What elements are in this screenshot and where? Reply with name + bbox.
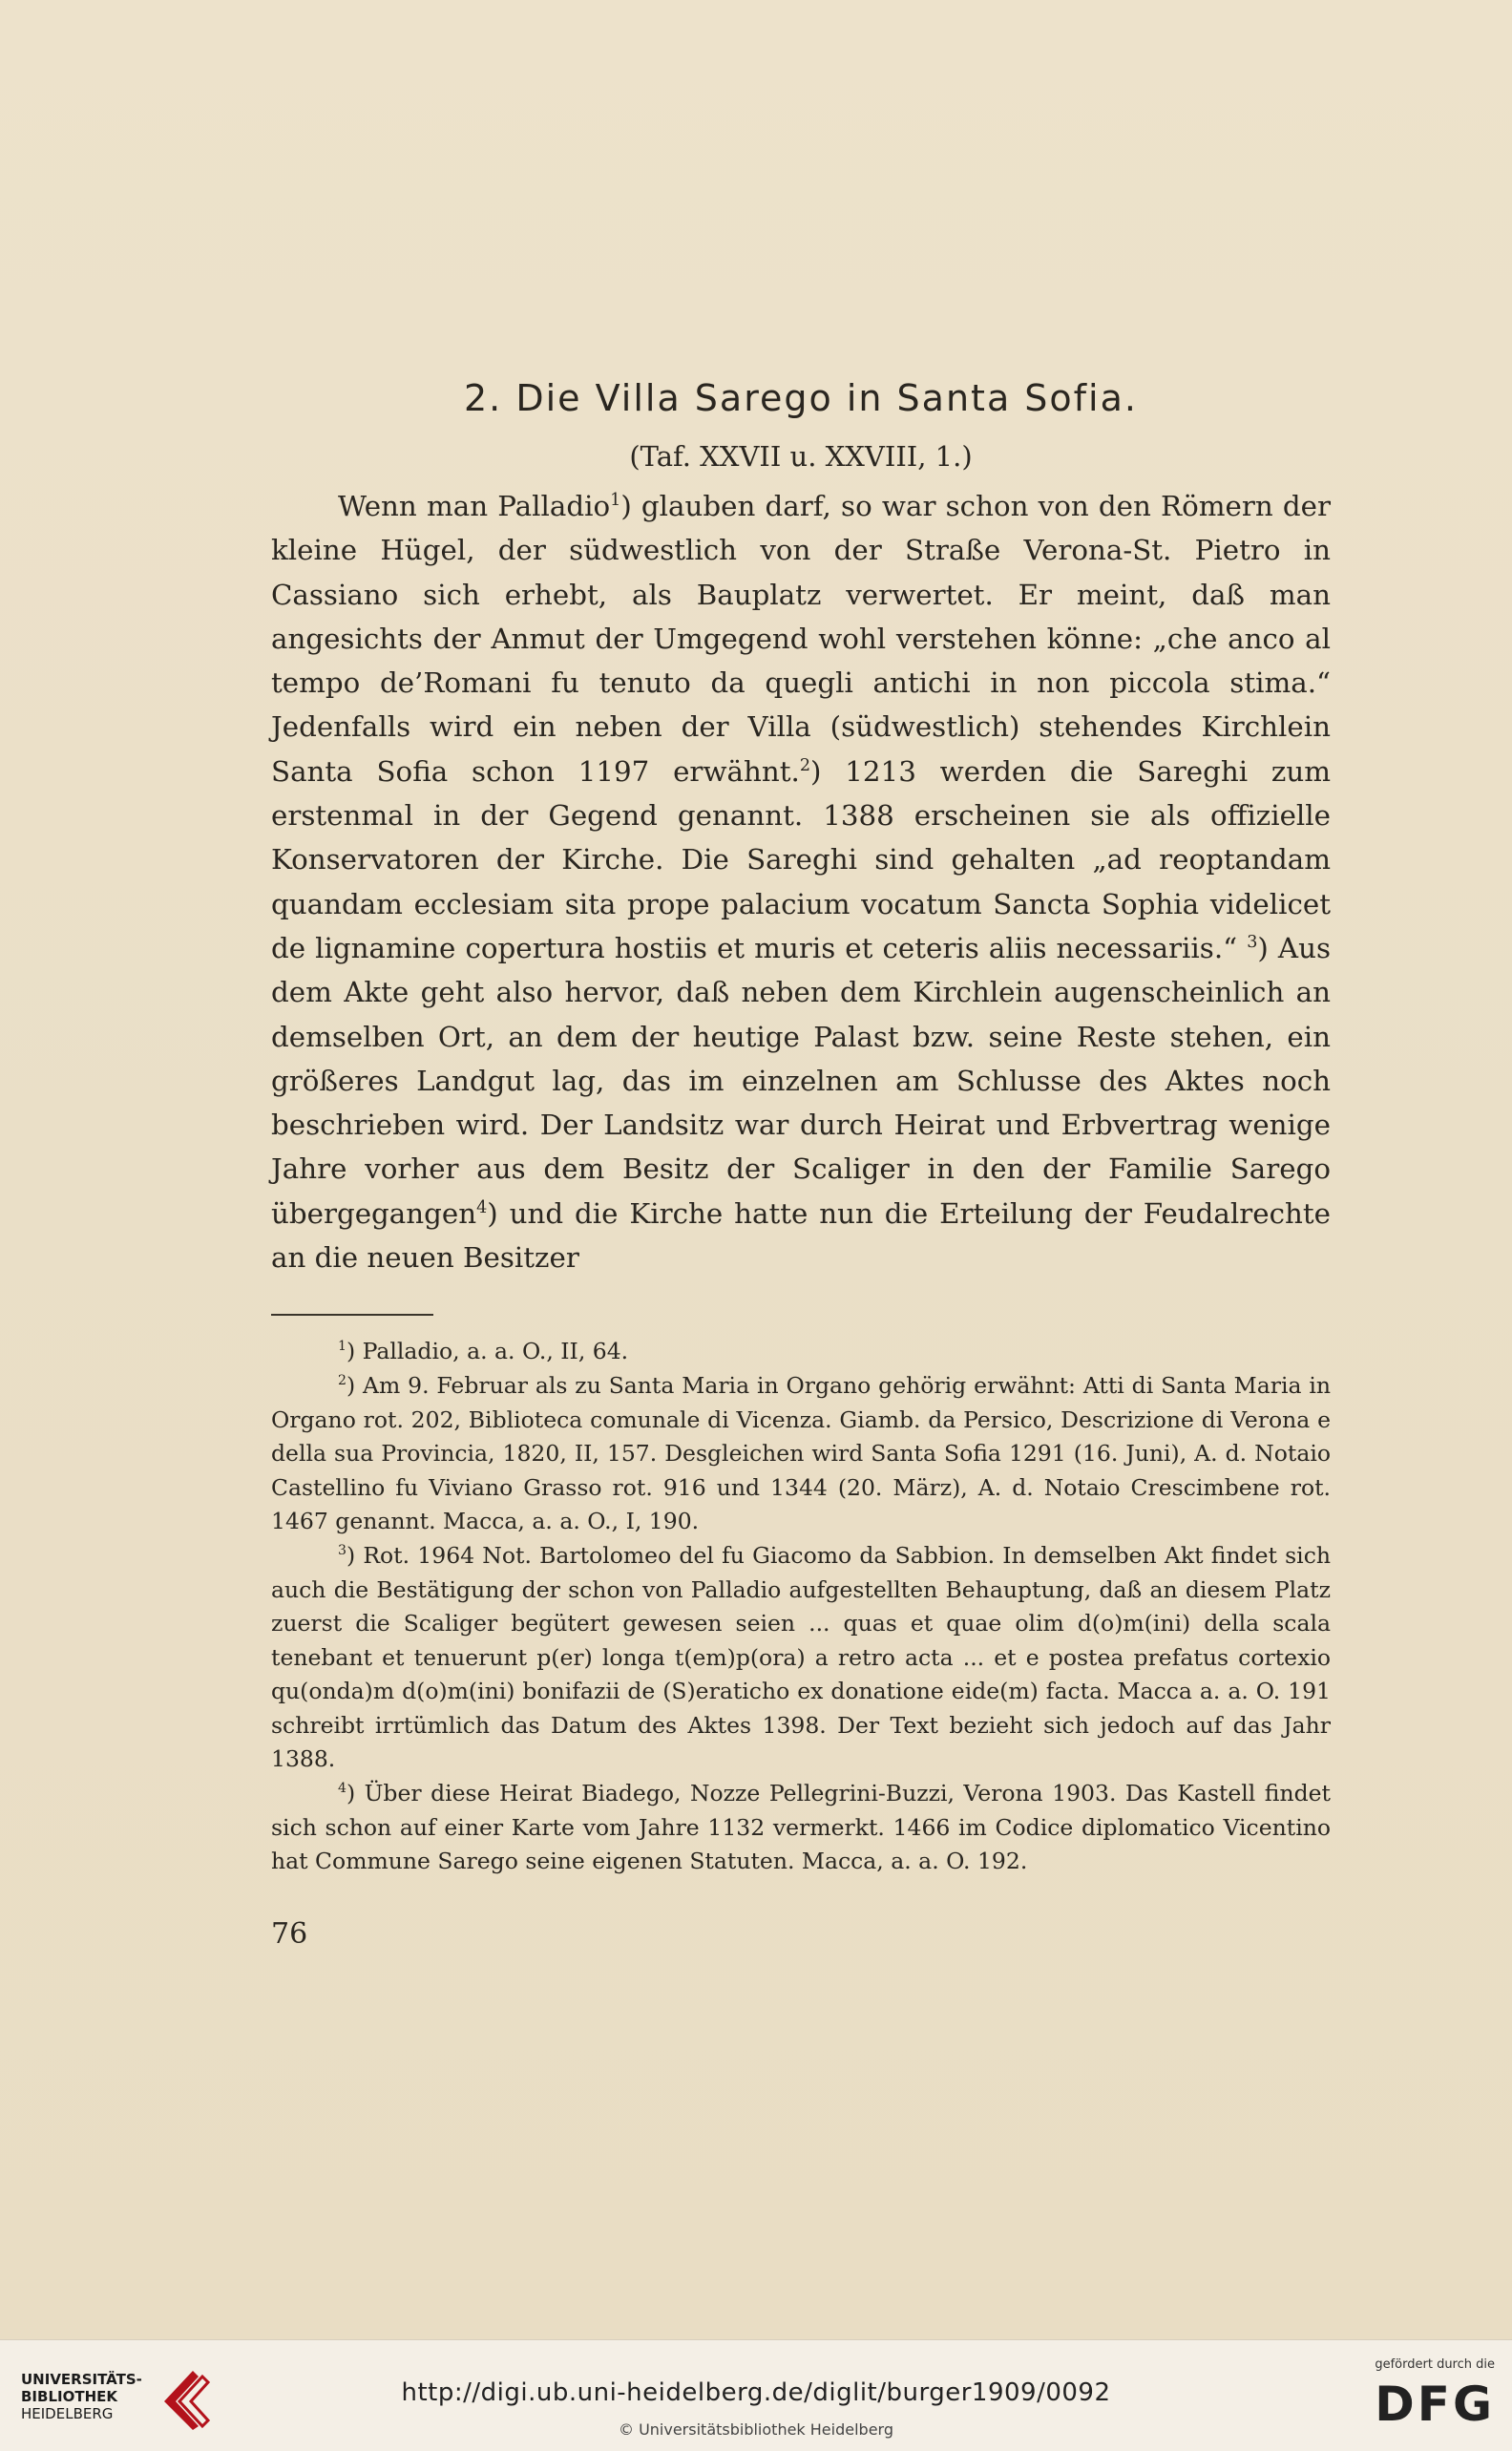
dfg-wordmark: DFG	[1375, 2377, 1495, 2432]
footnote-1	[271, 1335, 1331, 1369]
body-text: ) und die Kirche hatte nun die Erteilung der Feudalrechte an die neuen Besitzer	[271, 1196, 1331, 1275]
footnote-mark: 2	[338, 1373, 346, 1389]
footnote-ref[interactable]: 4	[476, 1197, 488, 1217]
page-content	[271, 377, 1331, 1951]
library-name-line: UNIVERSITÄTS-	[21, 2371, 142, 2388]
footnote-text: ) Rot. 1964 Not. Bartolomeo del fu Giacomo da Sabbion. In demselben Akt findet sich auch die Bestätigung der schon von Palladio aufgestellten Behauptung, daß an diesem Platz zuerst die Scaliger begütert gewesen seien ... quas et quae olim d(o)m(ini) della scala tenebant et tenuerunt p(er) longa t(em)p(ora) a retro acta ... et e postea prefatus cortexio qu(onda)m d(o)m(ini) bonifazii de (S)eraticho ex donatione eide(m) facta. Macca a. a. O. 191 schreibt irrtümlich das Datum des Aktes 1398. Der Text bezieht sich jedoch auf das Jahr 1388.	[271, 1541, 1331, 1773]
footnote-mark: 3	[338, 1543, 346, 1559]
page-number: 76	[271, 1916, 308, 1951]
footnote-mark: 1	[338, 1339, 346, 1355]
footnote-mark: 4	[338, 1781, 346, 1797]
library-name-line: HEIDELBERG	[21, 2405, 114, 2422]
footnote-text: ) Am 9. Februar als zu Santa Maria in Organo gehörig erwähnt: Atti di Santa Maria in Organo rot. 202, Biblioteca comunale di Vicenza. Giamb. da Persico, Descrizione di Verona e della sua Provincia, 1820, II, 157. Desgleichen wird Santa Sofia 1291 (16. Juni), A. d. Notaio Castellino fu Viviano Grasso rot. 916 und 1344 (20. März), A. d. Notaio Crescimbene rot. 1467 genannt. Macca, a. a. O., I, 190.	[271, 1371, 1331, 1535]
footnote-4	[271, 1777, 1331, 1879]
dfg-caption: gefördert durch die	[1375, 2357, 1495, 2372]
body-text: ) Aus dem Akte geht also hervor, daß neben dem Kirchlein augenscheinlich an demselben Ort, an dem der heutige Palast bzw. seine Reste stehen, ein größeres Landgut lag, das im einzelnen am Schlusse des Aktes noch beschrieben wird. Der Landsitz war durch Heirat und Erbvertrag wenige Jahre vorher aus dem Besitz der Scaliger in den der Familie Sarego übergegangen	[271, 931, 1331, 1230]
body-text: ) 1213 werden die Sareghi zum erstenmal in der Gegend genannt. 1388 erscheinen sie als offizielle Konservatoren der Kirche. Die Sareghi sind gehalten „ad reoptandam quandam ecclesiam sita prope palacium vocatum Sancta Sophia videlicet de lignamine copertura hostiis et muris et ceteris aliis necessariis.“	[271, 754, 1331, 964]
footnote-text: ) Über diese Heirat Biadego, Nozze Pellegrini-Buzzi, Verona 1903. Das Kastell findet sich schon auf einer Karte vom Jahre 1132 vermerkt. 1466 im Codice diplomatico Vicentino hat Commune Sarego seine eigenen Statuten. Macca, a. a. O. 192.	[271, 1780, 1331, 1875]
footnote-text: ) Palladio, a. a. O., II, 64.	[346, 1338, 629, 1365]
page-url-link[interactable]: http://digi.ub.uni-heidelberg.de/diglit/burger1909/0092	[401, 2378, 1111, 2407]
footnote-3	[271, 1539, 1331, 1777]
plate-reference: (Taf. XXVII u. XXVIII, 1.)	[629, 440, 973, 473]
footnote-divider	[271, 1314, 433, 1316]
dfg-logo[interactable]	[1333, 2357, 1495, 2438]
viewer-footer	[0, 2339, 1512, 2451]
body-paragraph	[271, 484, 1331, 1279]
body-text: Wenn man Palladio	[338, 490, 611, 522]
copyright-notice: © Universitätsbibliothek Heidelberg	[618, 2420, 893, 2439]
library-name-line: BIBLIOTHEK	[21, 2388, 117, 2405]
footnote-ref[interactable]: 2	[799, 756, 810, 776]
footnote-ref[interactable]: 3	[1247, 933, 1258, 953]
body-text: ) glauben darf, so war schon von den Römern der kleine Hügel, der südwestlich von der Straße Verona-St. Pietro in Cassiano sich erhebt, als Bauplatz verwertet. Er meint, daß man angesichts der Anmut der Umgegend wohl verstehen könne: „che anco al tempo de’Romani fu tenuto da quegli antichi in non piccola stima.“ Jedenfalls wird ein neben der Villa (südwestlich) stehendes Kirchlein Santa Sofia schon 1197 erwähnt.	[271, 490, 1332, 788]
footnote-2	[271, 1369, 1331, 1539]
section-title: 2. Die Villa Sarego in Santa Sofia.	[464, 377, 1138, 419]
footnote-ref[interactable]: 1	[610, 491, 621, 511]
